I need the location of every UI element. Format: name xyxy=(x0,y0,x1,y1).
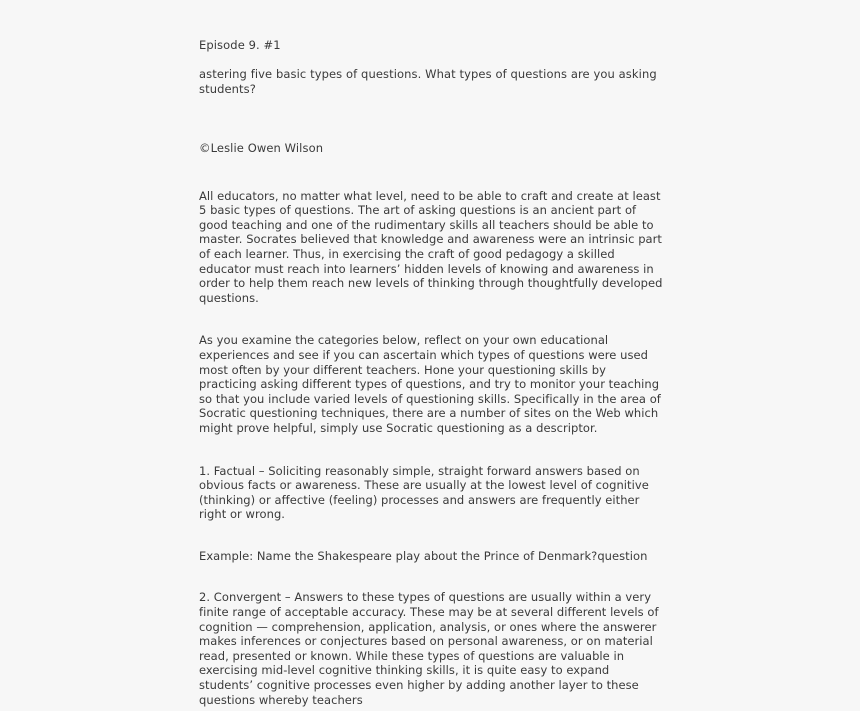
paragraph-factual: 1. Factual – Soliciting reasonably simple, straight forward answers based on obvious facts or awareness. These are usually at the lowest level of cognitive (thinking) or affective (feeling) processes and answers are frequently either right or wrong. xyxy=(199,463,649,522)
document-content xyxy=(199,38,663,707)
copyright-line: ©Leslie Owen Wilson xyxy=(199,141,324,155)
paragraph-categories: As you examine the categories below, reflect on your own educational experiences and see if you can ascertain which types of questions were used most often by your different teachers. Hone your questioning skills by practicing asking different types of questions, and try to monitor your teaching so that you include varied levels of questioning skills. Specifically in the area of Socratic questioning techniques, there are a number of sites on the Web which might prove helpful, simply use Socratic questioning as a descriptor. xyxy=(199,333,661,435)
paragraph-intro: All educators, no matter what level, need to be able to craft and create at least 5 basic types of questions. The art of asking questions is an ancient part of good teaching and one of the rudimentary skills all teachers should be able to master. Socrates believed that knowledge and awareness were an intrinsic part of each learner. Thus, in exercising the craft of good pedagogy a skilled educator must reach into learners’ hidden levels of knowing and awareness in order to help them reach new levels of thinking through thoughtfully developed questions. xyxy=(199,188,663,305)
paragraph-factual-example: Example: Name the Shakespeare play about the Prince of Denmark?question xyxy=(199,548,648,563)
document-subtitle: astering five basic types of questions. What types of questions are you asking students? xyxy=(199,66,657,96)
paragraph-convergent: 2. Convergent – Answers to these types of questions are usually within a very finite range of acceptable accuracy. These may be at several different levels of cognition — comprehension, application, analysis, or ones where the answerer makes inferences or conjectures based on personal awareness, or on material read, presented or known. While these types of questions are valuable in exercising mid-level cognitive thinking skills, it is quite easy to expand students’ cognitive processes even higher by adding another layer to these questions whereby teachers xyxy=(199,590,659,707)
episode-label: Episode 9. #1 xyxy=(199,38,281,52)
